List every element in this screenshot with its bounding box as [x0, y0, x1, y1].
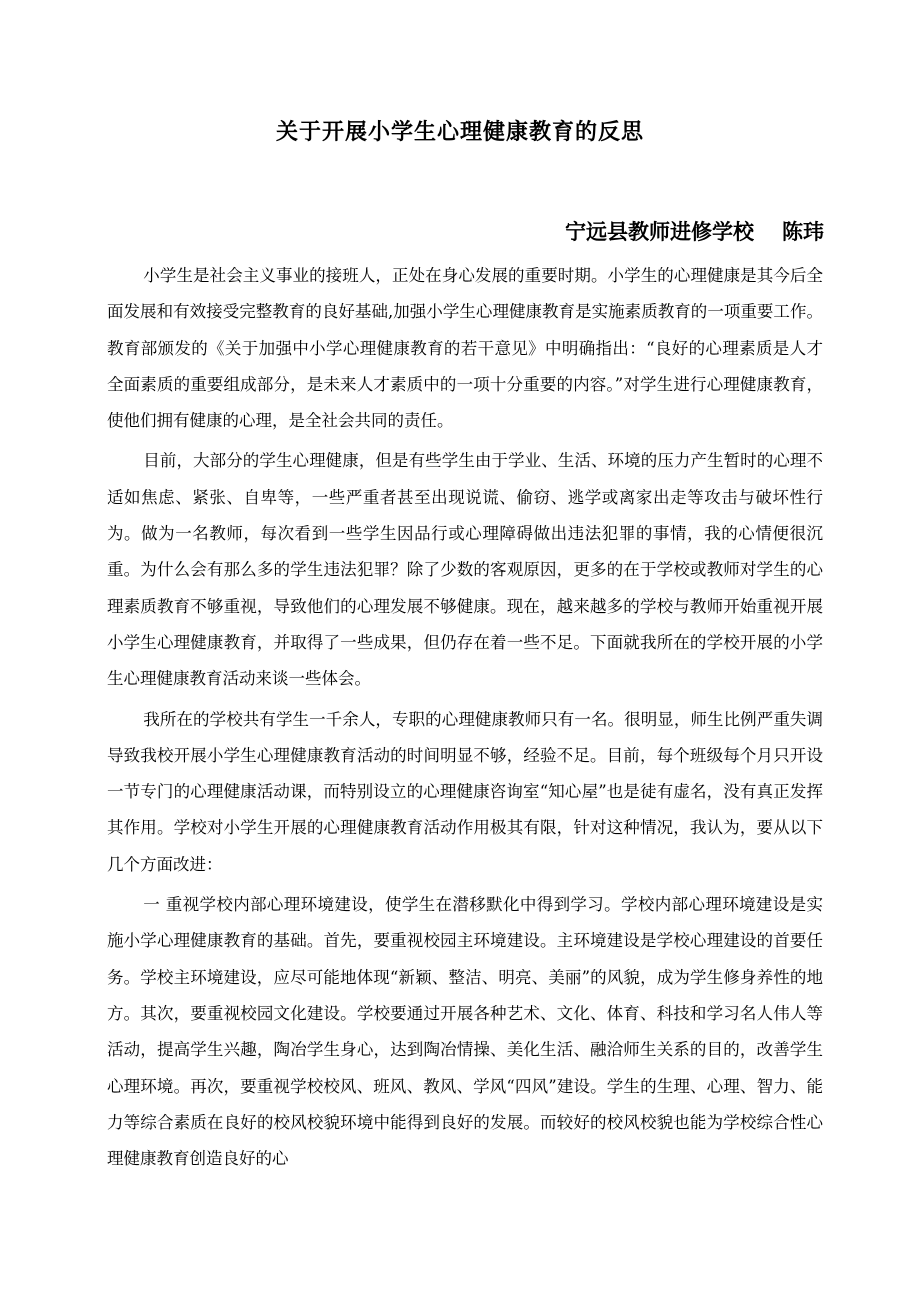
document-body — [107, 258, 823, 1177]
paragraph-school-status: 我所在的学校共有学生一千余人，专职的心理健康教师只有一名。很明显，师生比例严重失调导致我校开展小学生心理健康教育活动的时间明显不够，经验不足。目前，每个班级每个月只开设一节专门的心理健康活动课，而特别设立的心理健康咨询室“知心屋”也是徒有虚名，没有真正发挥其作用。学校对小学生开展的心理健康教育活动作用极其有限，针对这种情况，我认为，要从以下几个方面改进： — [107, 709, 823, 874]
document-title: 关于开展小学生心理健康教育的反思 — [275, 120, 644, 145]
author-line — [565, 217, 824, 247]
author-affiliation: 宁远县教师进修学校 — [565, 220, 754, 244]
paragraph-intro: 小学生是社会主义事业的接班人，正处在身心发展的重要时期。小学生的心理健康是其今后全面发展和有效接受完整教育的良好基础,加强小学生心理健康教育是实施素质教育的一项重要工作。教育部颁发的《关于加强中小学心理健康教育的若干意见》中明确指出：“良好的心理素质是人才全面素质的重要组成部分，是未来人才素质中的一项十分重要的内容。”对学生进行心理健康教育，使他们拥有健康的心理，是全社会共同的责任。 — [107, 266, 823, 431]
author-name: 陈玮 — [782, 220, 824, 244]
paragraph-point-one: 一 重视学校内部心理环境建设，使学生在潜移默化中得到学习。学校内部心理环境建设是实施小学心理健康教育的基础。首先，要重视校园主环境建设。主环境建设是学校心理建设的首要任务。学校主环境建设，应尽可能地体现“新颖、整洁、明亮、美丽”的风貌，成为学生修身养性的地方。其次，要重视校园文化建设。学校要通过开展各种艺术、文化、体育、科技和学习名人伟人等活动，提高学生兴趣，陶冶学生身心，达到陶冶情操、美化生活、融洽师生关系的目的，改善学生心理环境。再次，要重视学校校风、班风、教风、学风“四风”建设。学生的生理、心理、智力、能力等综合素质在良好的校风校貌环境中能得到良好的发展。而较好的校风校貌也能为学校综合性心理健康教育创造良好的心 — [107, 895, 823, 1169]
paragraph-current-situation: 目前，大部分的学生心理健康，但是有些学生由于学业、生活、环境的压力产生暂时的心理不适如焦虑、紧张、自卑等，一些严重者甚至出现说谎、偷窃、逃学或离家出走等攻击与破坏性行为。做为一名教师，每次看到一些学生因品行或心理障碍做出违法犯罪的事情，我的心情便很沉重。为什么会有那么多的学生违法犯罪？除了少数的客观原因，更多的在于学校或教师对学生的心理素质教育不够重视，导致他们的心理发展不够健康。现在，越来越多的学校与教师开始重视开展小学生心理健康教育，并取得了一些成果，但仍存在着一些不足。下面就我所在的学校开展的小学生心理健康教育活动来谈一些体会。 — [107, 451, 823, 689]
